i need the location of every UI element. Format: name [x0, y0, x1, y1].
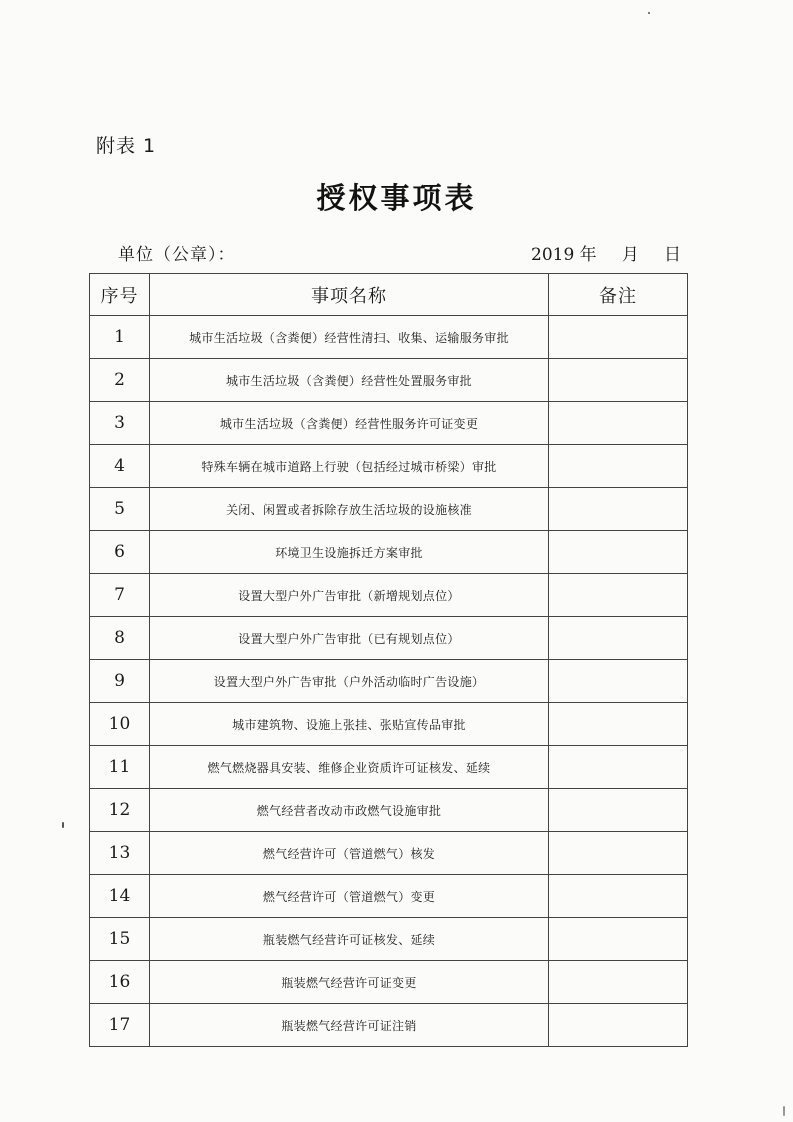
row-item-name: 城市建筑物、设施上张挂、张贴宣传品审批: [150, 703, 549, 746]
row-item-name: 设置大型户外广告审批（户外活动临时广告设施）: [150, 660, 549, 703]
row-note: [549, 617, 688, 660]
row-seq: 10: [90, 703, 150, 746]
row-seq: 12: [90, 789, 150, 832]
row-note: [549, 402, 688, 445]
table-row: [90, 961, 688, 1004]
row-note: [549, 488, 688, 531]
date-year: 2019 年: [531, 245, 597, 265]
row-item-name: 瓶装燃气经营许可证核发、延续: [150, 918, 549, 961]
row-note: [549, 531, 688, 574]
scan-speck: [62, 822, 64, 828]
row-seq: 7: [90, 574, 150, 617]
authorization-items-table: [89, 273, 688, 1047]
table-row: [90, 832, 688, 875]
row-item-name: 燃气经营许可（管道燃气）变更: [150, 875, 549, 918]
row-item-name: 城市生活垃圾（含粪便）经营性服务许可证变更: [150, 402, 549, 445]
attachment-label: 附表 1: [96, 135, 157, 157]
row-seq: 2: [90, 359, 150, 402]
page-title: 授权事项表: [316, 181, 477, 215]
table-row: [90, 316, 688, 359]
row-item-name: 特殊车辆在城市道路上行驶（包括经过城市桥梁）审批: [150, 445, 549, 488]
row-item-name: 环境卫生设施拆迁方案审批: [150, 531, 549, 574]
header-note: 备注: [549, 274, 688, 316]
row-seq: 9: [90, 660, 150, 703]
row-note: [549, 660, 688, 703]
table-row: [90, 875, 688, 918]
row-seq: 15: [90, 918, 150, 961]
table-row: [90, 660, 688, 703]
date-month: 月: [621, 245, 639, 265]
row-seq: 4: [90, 445, 150, 488]
table-row: [90, 617, 688, 660]
table-row: [90, 359, 688, 402]
row-seq: 11: [90, 746, 150, 789]
row-item-name: 燃气经营许可（管道燃气）核发: [150, 832, 549, 875]
row-note: [549, 1004, 688, 1047]
row-note: [549, 918, 688, 961]
row-seq: 6: [90, 531, 150, 574]
row-seq: 14: [90, 875, 150, 918]
unit-seal-label: 单位（公章）：: [118, 245, 236, 265]
row-seq: 5: [90, 488, 150, 531]
table-row: [90, 703, 688, 746]
header-seq: 序号: [90, 274, 150, 316]
row-item-name: 城市生活垃圾（含粪便）经营性清扫、收集、运输服务审批: [150, 316, 549, 359]
row-item-name: 瓶装燃气经营许可证变更: [150, 961, 549, 1004]
table-row: [90, 402, 688, 445]
row-seq: 1: [90, 316, 150, 359]
row-item-name: 瓶装燃气经营许可证注销: [150, 1004, 549, 1047]
row-note: [549, 316, 688, 359]
header-name: 事项名称: [150, 274, 549, 316]
row-note: [549, 746, 688, 789]
row-seq: 3: [90, 402, 150, 445]
table-row: [90, 746, 688, 789]
table-row: [90, 488, 688, 531]
row-seq: 8: [90, 617, 150, 660]
date-day: 日: [663, 245, 681, 265]
table-row: [90, 574, 688, 617]
row-seq: 16: [90, 961, 150, 1004]
row-note: [549, 961, 688, 1004]
table-body: [90, 316, 688, 1047]
table-header-row: [90, 274, 688, 316]
scan-speck: [783, 1106, 785, 1116]
row-note: [549, 359, 688, 402]
scan-speck: [648, 12, 650, 14]
row-item-name: 燃气经营者改动市政燃气设施审批: [150, 789, 549, 832]
row-note: [549, 574, 688, 617]
row-item-name: 关闭、闲置或者拆除存放生活垃圾的设施核准: [150, 488, 549, 531]
table-row: [90, 445, 688, 488]
date-line: [531, 240, 681, 265]
row-item-name: 设置大型户外广告审批（新增规划点位）: [150, 574, 549, 617]
row-note: [549, 875, 688, 918]
row-item-name: 城市生活垃圾（含粪便）经营性处置服务审批: [150, 359, 549, 402]
table-row: [90, 1004, 688, 1047]
row-item-name: 燃气燃烧器具安装、维修企业资质许可证核发、延续: [150, 746, 549, 789]
row-seq: 13: [90, 832, 150, 875]
row-note: [549, 789, 688, 832]
row-note: [549, 445, 688, 488]
row-note: [549, 703, 688, 746]
row-item-name: 设置大型户外广告审批（已有规划点位）: [150, 617, 549, 660]
row-note: [549, 832, 688, 875]
table-row: [90, 531, 688, 574]
row-seq: 17: [90, 1004, 150, 1047]
table-row: [90, 918, 688, 961]
table-row: [90, 789, 688, 832]
